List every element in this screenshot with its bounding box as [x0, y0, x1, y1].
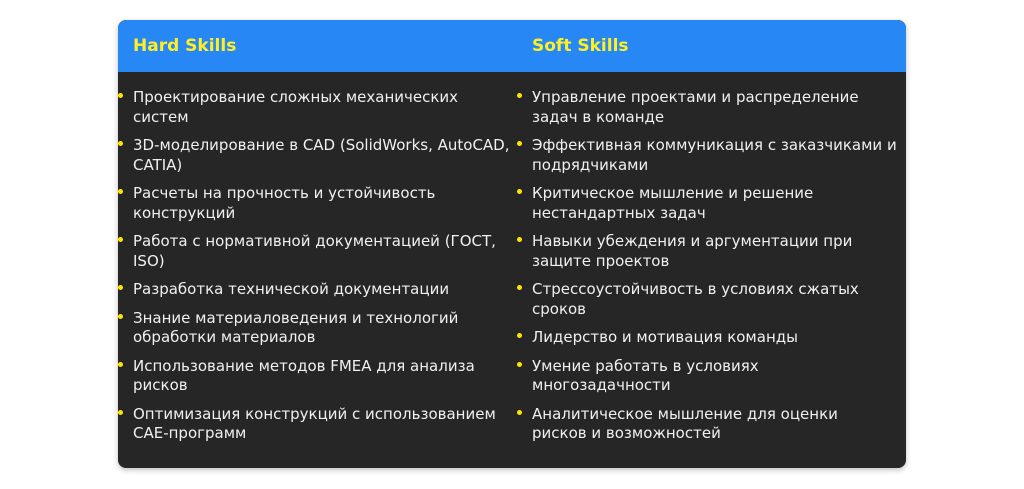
soft-skills-list	[517, 88, 897, 453]
list-item	[517, 405, 897, 444]
list-item-text: Управление проектами и распределение задач в команде	[532, 88, 859, 126]
list-item	[118, 357, 512, 396]
bullet-icon	[517, 184, 523, 204]
list-item-text: Умение работать в условиях многозадачности	[532, 356, 759, 394]
list-item-text: Эффективная коммуникация с заказчиками и подрядчиками	[532, 136, 897, 174]
list-item	[118, 136, 512, 175]
list-item-text: Лидерство и мотивация команды	[532, 328, 798, 346]
list-item-text: Оптимизация конструкций с использованием CAE-программ	[133, 404, 496, 442]
bullet-icon	[118, 309, 124, 329]
list-item-text: Критическое мышление и решение нестандартных задач	[532, 184, 814, 222]
list-item-text: Работа с нормативной документацией (ГОСТ, ISO)	[133, 232, 496, 270]
bullet-icon	[118, 357, 124, 377]
bullet-icon	[118, 184, 124, 204]
bullet-icon	[517, 232, 523, 252]
list-item	[118, 280, 512, 300]
list-item	[118, 405, 512, 444]
list-item-text: Расчеты на прочность и устойчивость конструкций	[133, 184, 436, 222]
list-item	[118, 232, 512, 271]
table-header	[118, 20, 906, 72]
bullet-icon	[517, 405, 523, 425]
skills-card	[118, 20, 906, 468]
list-item-text: Знание материаловедения и технологий обработки материалов	[133, 308, 459, 346]
list-item	[118, 184, 512, 223]
list-item	[517, 328, 897, 348]
bullet-icon	[517, 280, 523, 300]
bullet-icon	[517, 328, 523, 348]
bullet-icon	[118, 405, 124, 425]
list-item	[118, 88, 512, 127]
bullet-icon	[118, 88, 124, 108]
soft-skills-title: Soft Skills	[532, 36, 629, 56]
bullet-icon	[517, 88, 523, 108]
list-item	[118, 309, 512, 348]
list-item	[517, 232, 897, 271]
list-item-text: Использование методов FMEA для анализа рисков	[133, 356, 475, 394]
bullet-icon	[118, 280, 124, 300]
list-item	[517, 88, 897, 127]
hard-skills-list	[118, 88, 512, 453]
list-item	[517, 136, 897, 175]
list-item-text: Стрессоустойчивость в условиях сжатых сроков	[532, 280, 859, 318]
list-item-text: Навыки убеждения и аргументации при защите проектов	[532, 232, 853, 270]
bullet-icon	[118, 232, 124, 252]
bullet-icon	[118, 136, 124, 156]
list-item-text: Разработка технической документации	[133, 280, 450, 298]
bullet-icon	[517, 136, 523, 156]
hard-skills-title: Hard Skills	[133, 36, 237, 56]
list-item-text: Проектирование сложных механических систем	[133, 88, 459, 126]
list-item-text: Аналитическое мышление для оценки рисков и возможностей	[532, 404, 838, 442]
list-item-text: 3D-моделирование в CAD (SolidWorks, AutoCAD, CATIA)	[133, 136, 510, 174]
list-item	[517, 357, 897, 396]
list-item	[517, 184, 897, 223]
bullet-icon	[517, 357, 523, 377]
list-item	[517, 280, 897, 319]
